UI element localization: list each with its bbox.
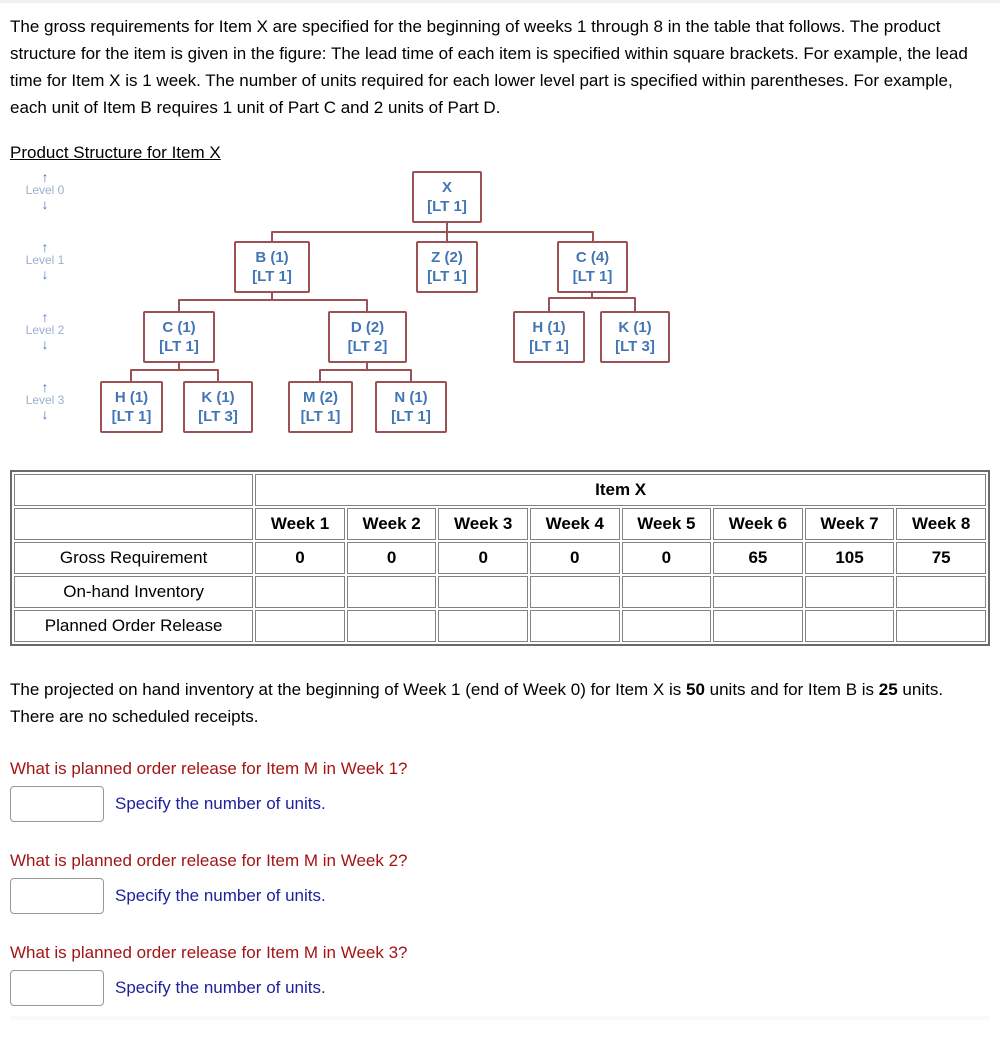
week-header: Week 6 xyxy=(713,508,803,540)
node-z xyxy=(416,241,478,293)
on-hand-cell xyxy=(622,576,712,608)
question-2-text: What is planned order release for Item M in Week 2? xyxy=(10,851,408,870)
question-3-block xyxy=(10,943,990,1006)
level-label-text: Level 0 xyxy=(25,183,65,197)
node-label: C (4) xyxy=(575,249,610,266)
question-1-block xyxy=(10,759,990,822)
up-arrow-icon: ↑ xyxy=(41,239,49,255)
empty-cell xyxy=(14,508,253,540)
node-c1 xyxy=(143,311,215,363)
note-text: units and for Item B is xyxy=(704,680,879,699)
on-hand-cell xyxy=(438,576,528,608)
answer-input-week3[interactable] xyxy=(10,970,104,1006)
on-hand-x-value: 50 xyxy=(685,680,705,699)
node-label: Z (2) xyxy=(431,249,463,266)
node-label: H (1) xyxy=(532,319,566,336)
question-3-answer-row xyxy=(10,970,990,1006)
on-hand-cell xyxy=(805,576,895,608)
node-leadtime: [LT 1] xyxy=(529,338,569,355)
gross-req-cell: 0 xyxy=(438,542,528,574)
gross-req-cell: 0 xyxy=(347,542,437,574)
node-d2 xyxy=(328,311,407,363)
node-leadtime: [LT 1] xyxy=(427,268,467,285)
question-2-answer-row xyxy=(10,878,990,914)
week-header: Week 1 xyxy=(255,508,345,540)
quiz-page xyxy=(0,13,1000,1020)
node-leadtime: [LT 3] xyxy=(198,408,238,425)
table-row-group-header xyxy=(14,474,986,506)
node-leadtime: [LT 1] xyxy=(391,408,431,425)
node-n xyxy=(375,381,447,433)
node-label: B (1) xyxy=(255,249,289,266)
planned-release-cell xyxy=(896,610,986,642)
node-b xyxy=(234,241,310,293)
gross-req-cell: 65 xyxy=(713,542,803,574)
week-header: Week 4 xyxy=(530,508,620,540)
on-hand-b-value: 25 xyxy=(878,680,898,699)
on-hand-cell xyxy=(347,576,437,608)
node-k-under-c1 xyxy=(183,381,253,433)
question-2-hint: Specify the number of units. xyxy=(115,886,326,905)
week-header: Week 7 xyxy=(805,508,895,540)
planned-release-cell xyxy=(805,610,895,642)
node-leadtime: [LT 1] xyxy=(572,268,613,285)
node-m xyxy=(288,381,353,433)
row-label: Planned Order Release xyxy=(14,610,253,642)
on-hand-cell xyxy=(255,576,345,608)
node-x xyxy=(412,171,482,223)
on-hand-cell xyxy=(530,576,620,608)
node-label: C (1) xyxy=(162,319,196,336)
question-3-text: What is planned order release for Item M in Week 3? xyxy=(10,943,408,962)
node-leadtime: [LT 2] xyxy=(347,338,388,355)
down-arrow-icon: ↓ xyxy=(41,406,49,422)
node-label: H (1) xyxy=(114,389,149,406)
level-label-text: Level 2 xyxy=(25,323,65,337)
up-arrow-icon: ↑ xyxy=(41,169,49,185)
question-2-block xyxy=(10,851,990,914)
node-label: M (2) xyxy=(303,389,338,406)
gross-req-cell: 0 xyxy=(255,542,345,574)
row-label: On-hand Inventory xyxy=(14,576,253,608)
intro-paragraph: The gross requirements for Item X are specified for the beginning of weeks 1 through 8 in the table that follows. The product structure for the item is given in the figure: The lead time of each item is specified within square brackets. For example, the lead time for Item X is 1 week. The number of units required for each lower level part is specified within parentheses. For example, each unit of Item B requires 1 unit of Part C and 2 units of Part D. xyxy=(10,17,968,117)
table-row-planned-order-release xyxy=(14,610,986,642)
node-h-under-c1 xyxy=(100,381,163,433)
table-row-gross-requirement xyxy=(14,542,986,574)
node-leadtime: [LT 1] xyxy=(427,198,467,215)
planned-release-cell xyxy=(530,610,620,642)
question-3-hint: Specify the number of units. xyxy=(115,978,326,997)
node-label: X xyxy=(441,179,452,196)
level-0-label xyxy=(16,171,74,210)
node-label: K (1) xyxy=(618,319,652,336)
figure-title: Product Structure for Item X xyxy=(10,143,221,162)
node-label: D (2) xyxy=(350,319,385,336)
week-header: Week 8 xyxy=(896,508,986,540)
node-leadtime: [LT 3] xyxy=(615,338,655,355)
planned-release-cell xyxy=(622,610,712,642)
empty-cell xyxy=(14,474,253,506)
node-label: N (1) xyxy=(394,389,428,406)
week-header: Week 2 xyxy=(347,508,437,540)
week-header: Week 3 xyxy=(438,508,528,540)
planned-release-cell xyxy=(438,610,528,642)
level-1-label xyxy=(16,241,74,280)
node-leadtime: [LT 1] xyxy=(300,408,341,425)
mrp-table xyxy=(10,470,990,646)
page-top-edge xyxy=(0,0,1000,3)
note-text: units. There are no scheduled receipts. xyxy=(10,680,944,726)
item-x-header: Item X xyxy=(255,474,986,506)
gross-req-cell: 105 xyxy=(805,542,895,574)
level-label-text: Level 3 xyxy=(25,393,65,407)
question-1-answer-row xyxy=(10,786,990,822)
page-bottom-edge xyxy=(10,1016,990,1020)
node-leadtime: [LT 1] xyxy=(159,338,199,355)
table-row-on-hand-inventory xyxy=(14,576,986,608)
down-arrow-icon: ↓ xyxy=(41,196,49,212)
node-leadtime: [LT 1] xyxy=(252,268,292,285)
node-c4 xyxy=(557,241,628,293)
up-arrow-icon: ↑ xyxy=(41,379,49,395)
gross-req-cell: 75 xyxy=(896,542,986,574)
level-3-label xyxy=(16,381,74,420)
answer-input-week1[interactable] xyxy=(10,786,104,822)
gross-req-cell: 0 xyxy=(530,542,620,574)
question-1-text: What is planned order release for Item M in Week 1? xyxy=(10,759,408,778)
node-h-under-c4 xyxy=(513,311,585,363)
product-structure-diagram xyxy=(10,165,990,450)
inventory-note xyxy=(10,676,988,730)
week-header: Week 5 xyxy=(622,508,712,540)
node-leadtime: [LT 1] xyxy=(111,408,152,425)
on-hand-cell xyxy=(896,576,986,608)
on-hand-cell xyxy=(713,576,803,608)
planned-release-cell xyxy=(255,610,345,642)
level-2-label xyxy=(16,311,74,350)
question-1-hint: Specify the number of units. xyxy=(115,794,326,813)
planned-release-cell xyxy=(713,610,803,642)
node-label: K (1) xyxy=(201,389,235,406)
down-arrow-icon: ↓ xyxy=(41,266,49,282)
note-text: The projected on hand inventory at the beginning of Week 1 (end of Week 0) for Item X is xyxy=(10,680,686,699)
planned-release-cell xyxy=(347,610,437,642)
answer-input-week2[interactable] xyxy=(10,878,104,914)
node-k-under-c4 xyxy=(600,311,670,363)
up-arrow-icon: ↑ xyxy=(41,309,49,325)
down-arrow-icon: ↓ xyxy=(41,336,49,352)
level-label-text: Level 1 xyxy=(25,253,65,267)
row-label: Gross Requirement xyxy=(14,542,253,574)
table-row-week-headers xyxy=(14,508,986,540)
gross-req-cell: 0 xyxy=(622,542,712,574)
